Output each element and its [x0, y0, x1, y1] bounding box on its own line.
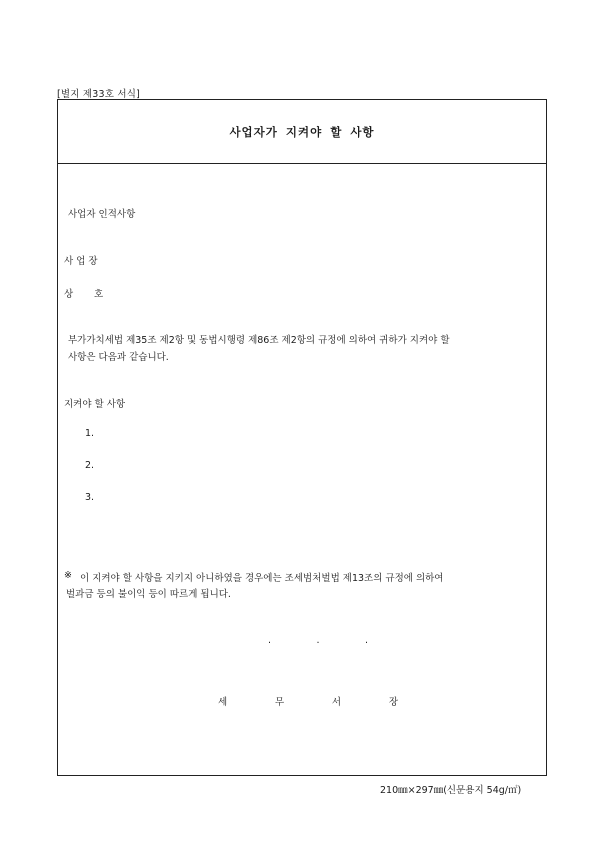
signature-char: 세 — [218, 697, 228, 708]
date-dot: . — [316, 635, 320, 646]
notice-line-1: 이 지켜야 할 사항을 지키지 아니하였을 경우에는 조세범처벌법 제13조의 규정에 의하여 — [80, 573, 444, 584]
tax-office-head-signature — [218, 694, 398, 708]
notice-line-2: 벌과금 등의 불이익 등이 따르게 됩니다. — [66, 589, 231, 600]
duty-item-2: 2. — [85, 460, 95, 471]
business-name-label-a: 상 — [64, 289, 74, 300]
date-dot: . — [364, 635, 368, 646]
business-info-heading: 사업자 인적사항 — [68, 209, 136, 220]
date-dot: . — [268, 635, 272, 646]
notice-mark: ※ — [64, 570, 72, 581]
intro-line-2: 사항은 다음과 같습니다. — [68, 352, 169, 363]
signature-char: 서 — [331, 697, 342, 708]
duty-item-3: 3. — [85, 492, 95, 503]
date-line — [268, 635, 368, 646]
form-number-label: [별지 제33호 서식] — [57, 89, 141, 100]
signature-char: 무 — [274, 697, 285, 708]
signature-char: 장 — [388, 697, 398, 708]
form-frame — [57, 99, 547, 776]
paper-size-note: 210㎜×297㎜(신문용지 54g/㎡) — [380, 785, 522, 796]
duty-item-1: 1. — [85, 428, 95, 439]
page-title: 사업자가 지켜야 할 사항 — [229, 124, 375, 139]
duties-heading: 지켜야 할 사항 — [64, 399, 126, 410]
title-box — [58, 100, 546, 164]
business-place-label: 사 업 장 — [64, 256, 98, 267]
intro-line-1: 부가가치세법 제35조 제2항 및 동법시행령 제86조 제2항의 규정에 의하여 귀하가 지켜야 할 — [68, 335, 450, 346]
business-name-label-b: 호 — [94, 289, 104, 300]
